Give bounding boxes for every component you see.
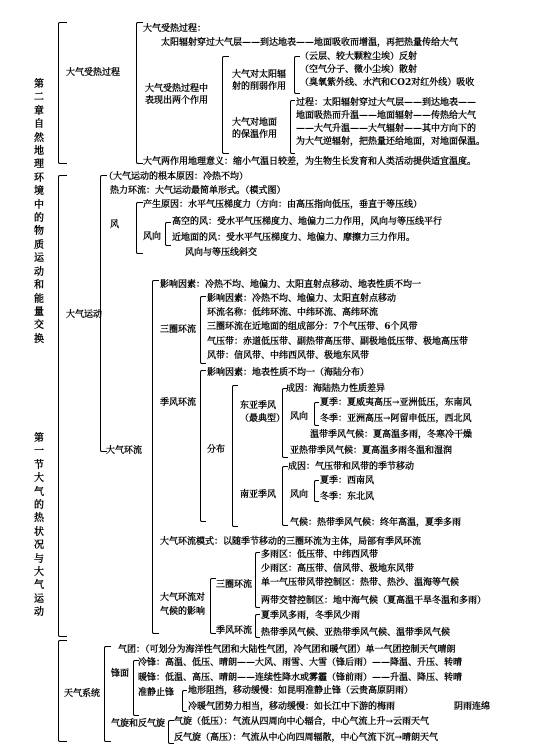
heat-label: 大气受热过程 <box>66 68 121 78</box>
insulate-label-2: 的保温作用 <box>232 130 278 140</box>
cold-front: 冷锋：高温、低压、晴朗——大风、雨雪、大雪（锋后雨）——降温、升压、转晴 <box>138 658 463 668</box>
chapter-title: 第二章自然地理环境中的物质运动和能量交换 <box>34 79 44 345</box>
wind-cause: 产生原因：水平气压梯度力（方向：由高压指向低压，垂直于等压线） <box>143 200 423 210</box>
three-item: 风带：信风带、中纬西风带、极地东风带 <box>207 351 370 361</box>
ea-winter: 冬季：亚洲高压→阿留申低压，西北风 <box>320 414 472 424</box>
insulate-line: 地面吸热而升温——地面辐射——传热给大气 <box>296 111 477 121</box>
bracket-direction <box>165 222 171 246</box>
process-text: 太阳辐射穿过大气层——到达地表——地面吸收而增温，再把热量传给大气 <box>161 38 459 48</box>
three-label: 三圈环流 <box>160 325 197 335</box>
three-item: 三圈环流在近地面的组成部分：7个气压带、6个风带 <box>207 322 418 332</box>
east-asia-sub: （最典型） <box>240 414 286 424</box>
cli-item: 少雨区：高压带、信风带、极地东风带 <box>261 564 415 574</box>
motion-cause: （大气运动的根本原因：冷热不均） <box>104 172 249 182</box>
direction-label: 风向 <box>143 232 162 242</box>
mon-cli-item: 热带季风气候、亚热带季风气候、温带季风气候 <box>261 628 451 638</box>
three-cli-label: 三圈环流 <box>216 580 253 590</box>
weaken-item: （空气分子、微小尘埃）散射 <box>300 65 418 75</box>
bracket-motion <box>58 175 67 637</box>
meiyu-end: 阴雨连绵 <box>454 702 491 712</box>
sa-climate: 气候：热带季风气候：终年高温，夏季多雨 <box>290 518 462 528</box>
monsoon-label: 季风环流 <box>160 398 197 408</box>
bracket-monsoon <box>200 370 206 522</box>
sa-summer: 夏季：西南风 <box>320 476 375 486</box>
east-asia-label: 东亚季风 <box>240 401 277 411</box>
bracket-wind <box>136 202 143 254</box>
mon-cli-item: 夏季风多雨，冬季风少雨 <box>261 611 361 621</box>
south-asia-label: 南亚季风 <box>240 490 277 500</box>
thermal-circulation: 热力环流：大气运动最简单形式。（模式图） <box>110 186 286 196</box>
front-label: 锋面 <box>111 669 130 679</box>
climate-label-2: 气候的影响 <box>160 607 206 617</box>
cli-item: 多雨区：低压带、中纬西风带 <box>261 550 379 560</box>
dir-low-2: 风向与等压线斜交 <box>185 248 258 258</box>
bracket-three <box>200 296 206 364</box>
bracket-distribution <box>232 385 238 527</box>
front-intro: 气团：（可划分为海洋性气团和大陆性气团，冷气团和暖气团）单一气团控制天气晴朗 <box>118 645 456 655</box>
stationary-label: 准静止锋 <box>138 688 175 698</box>
anticyclone-text: 反气旋（高压）：气流从中心向四周辐散，中心气流下沉→晴朗天气 <box>174 733 439 743</box>
bracket-east-asia <box>282 388 288 458</box>
distribution-label: 分布 <box>207 445 226 455</box>
sa-cause: 成因：气压带和风带的季节移动 <box>288 462 415 472</box>
ea-climate-1: 温带季风气候：夏高温多雨，冬寒冷干燥 <box>310 430 473 440</box>
three-item: 影响因素：冷热不均、地偏力、太阳直射点移动 <box>207 294 397 304</box>
bracket-weather-sub <box>104 646 111 742</box>
weaken-item: （臭氧紫外线、水汽和CO2对红外线）吸收 <box>300 78 475 88</box>
bracket-three-cli <box>255 552 260 608</box>
insulate-label-1: 大气对地面 <box>232 118 278 128</box>
dir-high: 高空的风：受水平气压梯度力、地偏力二力作用，风向与等压线平行 <box>172 217 443 227</box>
cli-item: 单一气压带风带控制区：热带、热沙、温海等气候 <box>261 578 460 588</box>
ea-summer: 夏季：夏威夷高压→亚洲低压，东南风 <box>320 398 472 408</box>
bracket-motion-sub <box>100 175 107 452</box>
sa-wind-label: 风向 <box>290 490 309 500</box>
ea-cause: 成因：海陆热力性质差异 <box>286 384 386 394</box>
cli-item: 两带交替控制区：地中海气候（夏高温干旱冬温和多雨） <box>261 596 487 606</box>
bracket-circulation <box>152 280 159 634</box>
bracket-monsoon-cli <box>255 614 260 638</box>
circ-pattern: 大气环流模式：以随季节移动的三圈环流为主体，局部有季风环流 <box>160 537 422 547</box>
motion-label: 大气运动 <box>66 310 103 320</box>
bracket-insulate <box>290 100 295 154</box>
weaken-label-1: 大气对太阳辐 <box>232 70 287 80</box>
bracket-heat <box>58 22 67 164</box>
insulate-line: ——大气升温——大气辐射——其中方向下的 <box>296 124 477 134</box>
stationary-text: 地形阻挡，移动缓慢：如昆明准静止锋（云贵高原阴雨） <box>188 686 414 696</box>
effect-label-1: 大气受热过程中 <box>145 84 209 94</box>
bracket-stationary <box>182 690 187 712</box>
bracket-effects <box>222 56 229 154</box>
monsoon-influence: 影响因素：地表性质不均一（海陆分布） <box>207 368 370 378</box>
climate-label-1: 大气环流对 <box>160 593 206 603</box>
wind-label: 风 <box>110 220 120 230</box>
section-title: 第一节大气的热状况与大气运动 <box>34 433 44 619</box>
meiyu-text: 冷暖气团势力相当，移动缓慢：如长江中下游的梅雨 <box>188 702 396 712</box>
cyclone-label: 气旋和反气旋 <box>111 719 166 729</box>
effect-label-2: 表现出两个作用 <box>145 96 209 106</box>
cyclone-text: 气旋（低压）：气流从四周向中心辐合，中心气流上升→云雨天气 <box>174 717 430 727</box>
bracket-sa-wind <box>314 480 319 502</box>
heat-application: 大气两作用地理意义：缩小气温日较差，为生物生长发育和人类活动提供适宜温度。 <box>143 157 477 167</box>
circ-influence: 影响因素：冷热不均、地偏力、太阳直射点移动、地表性质不均一 <box>160 280 422 290</box>
insulate-line: 为大气逆辐射，把热量还给地面，对地面保温。 <box>296 137 486 147</box>
warm-front: 暖锋：低温、高压、晴朗——连续性降水或雾霾（锋前雨）——升温、降压、转晴 <box>138 673 463 683</box>
bracket-heat-sub <box>136 22 143 164</box>
process-label: 大气受热过程： <box>143 24 207 34</box>
sa-winter: 冬季：东北风 <box>320 492 375 502</box>
weaken-label-2: 射的削弱作用 <box>232 82 287 92</box>
bracket-south-asia <box>282 466 288 526</box>
dir-low: 近地面的风：受水平气压梯度力、地偏力、摩擦力三力作用。 <box>172 233 416 243</box>
monsoon-cli-label: 季风环流 <box>216 626 253 636</box>
three-item: 气压带：赤道低压带、副热带高压带、副极地低压带、极地高压带 <box>207 337 469 347</box>
insulate-line: 过程：太阳辐射穿过大气层——到达地表—— <box>296 98 477 108</box>
weather-label: 天气系统 <box>64 689 101 699</box>
circulation-label: 大气环流 <box>106 446 143 456</box>
ea-wind-label: 风向 <box>290 412 309 422</box>
three-item: 环流名称：低纬环流、中纬环流、高纬环流 <box>207 308 379 318</box>
ea-climate-2: 亚热带季风气候：夏高温多雨冬温和湿润 <box>290 446 453 456</box>
weaken-item: （云层、较大颗粒尘埃）反射 <box>300 52 418 62</box>
bracket-ea-wind <box>314 402 319 426</box>
